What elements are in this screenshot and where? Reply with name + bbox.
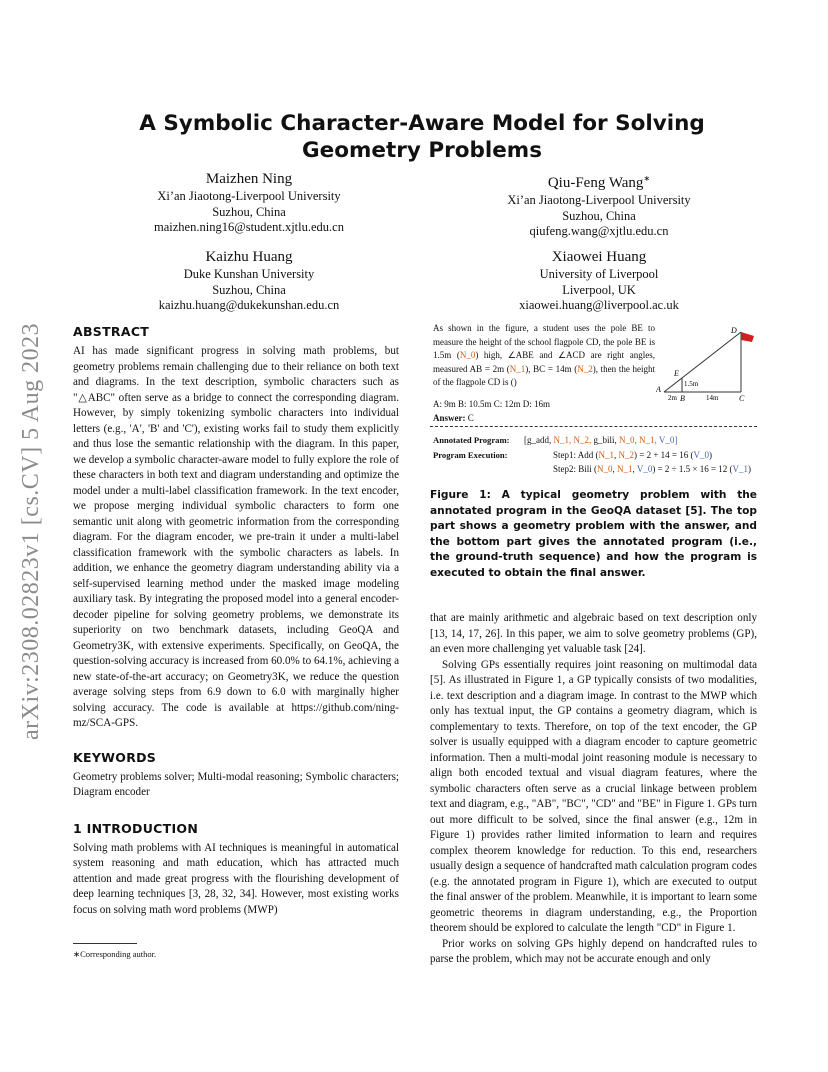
- label-ab-length: 2m: [668, 394, 677, 402]
- label-be-length: 1.5m: [684, 380, 699, 388]
- author-block: [468, 169, 730, 240]
- abstract-section: [73, 324, 399, 732]
- intro-paragraph: that are mainly arithmetic and algebraic based on text description only [13, 14, 17, 26]. In this paper, we aim to solve geometry problems (GP), an even more challenging yet valuable task [24].: [430, 612, 757, 655]
- problem-text: As shown in the figure, a student uses the pole BE to measure the height of the school flagpole CD, the pole BE is 1.5m (N_0) high, ∠ABE and ∠ACD are right angles, measured AB = 2m (N_1), BC = 14m (N_2), then the height of the flagpole CD is (): [433, 323, 656, 387]
- author-location: Suzhou, China: [562, 208, 636, 223]
- figure-divider: [430, 426, 757, 427]
- figure-caption: Figure 1: A typical geometry problem with the annotated program in the GeoQA dataset [5]. The top part shows a geometry problem with the answer, and the bottom part gives the annotated program (i.e., the ground-truth sequence) and how the program is executed to obtain the final answer.: [430, 489, 757, 579]
- hypotenuse-ad: [664, 332, 741, 392]
- annotated-program-label: Annotated Program:: [433, 435, 510, 445]
- keywords-text: Geometry problems solver; Multi-modal reasoning; Symbolic characters; Diagram encoder: [73, 770, 399, 798]
- label-c: C: [739, 394, 745, 402]
- author-email[interactable]: kaizhu.huang@dukekunshan.edu.cn: [158, 298, 340, 312]
- author-email[interactable]: xiaowei.huang@liverpool.ac.uk: [519, 298, 679, 312]
- paper-title: A Symbolic Character-Aware Model for Solving Geometry Problems: [139, 111, 705, 163]
- answer-choices: A: 9m B: 10.5m C: 12m D: 16m: [433, 399, 551, 409]
- answer-value: C: [467, 413, 474, 423]
- label-a: A: [656, 385, 661, 394]
- author-name: Xiaowei Huang: [551, 249, 647, 265]
- author-affiliation: University of Liverpool: [539, 267, 659, 281]
- right-column: [430, 322, 757, 968]
- program-execution-label: Program Execution:: [433, 450, 508, 460]
- footnote-rule: [73, 943, 137, 944]
- abstract-heading: ABSTRACT: [73, 324, 150, 339]
- label-bc-length: 14m: [706, 394, 719, 402]
- introduction-heading: 1 INTRODUCTION: [73, 820, 199, 836]
- annotated-program: [g_add, N_1, N_2, g_bili, N_0, N_1, V_0]: [524, 435, 678, 445]
- author-block: [120, 169, 378, 236]
- abstract-text: AI has made significant progress in solving math problems, but geometry problems remain challenging due to their reliance on both text and diagrams. In the text description, symbolic characters such as "△ABC" often serve as a bridge to connect the corresponding diagram. However, by simply tokenizing symbolic characters into individual letters (e.g., 'A', 'B' and 'C'), existing works fail to study them explicitly and thus lose the semantic relationship with the diagram. In this paper, we develop a symbolic character-aware model to fully explore the role of these characters in both text and diagram understanding and optimize the model under a multi-label classification framework. In the text encoder, we propose merging individual symbolic characters to form one semantic unit along with geometric information from the corresponding diagram. For the diagram encoder, we pre-train it under a multi-label classification framework with the symbolic characters as labels. In addition, we enhance the geometry diagram understanding ability via a self-supervised learning method under the masked image modeling auxiliary task. By integrating the proposed model into a general encoder-decoder pipeline for solving geometry problems, we demonstrate its superiority on two benchmark datasets, including GeoQA and Geometry3K, with extensive experiments. Specifically, on GeoQA, the question-solving accuracy is increased from 60.0% to 64.1%, achieving a new state-of-the-art accuracy; on Geometry3K, we reduce the question average solving steps from 6.9 down to 6.0 with marginally higher solving accuracy. The code is available at https://github.com/ning-mz/SCA-GPS.: [73, 345, 399, 729]
- author-affiliation: Xi’an Jiaotong-Liverpool University: [157, 189, 341, 203]
- flag-shape: [741, 332, 754, 342]
- keywords-section: [73, 750, 399, 801]
- label-b: B: [680, 394, 685, 402]
- token-n1: N_1: [509, 363, 526, 374]
- execution-step-2: Step2: Bili (N_0, N_1, V_0) = 2 ÷ 1.5 × 16 = 12 (V_1): [553, 464, 752, 474]
- flagpole-diagram: [656, 322, 756, 402]
- intro-paragraph: Solving math problems with AI techniques is meaningful in automatical system reasoning and math education, which has attracted much attention and made great progress with the flourishing development of deep learning techniques [3, 28, 32, 34]. However, most existing works focus on solving math word problems (MWP): [73, 841, 399, 916]
- token-n2: N_2: [577, 363, 593, 374]
- author-location: Suzhou, China: [212, 204, 286, 219]
- corresponding-mark: ∗: [643, 174, 651, 183]
- label-e: E: [674, 369, 679, 378]
- author-name: Kaizhu Huang: [205, 249, 293, 265]
- author-block: [468, 247, 730, 314]
- arxiv-identifier: arXiv:2308.02823v1 [cs.CV] 5 Aug 2023: [18, 322, 44, 740]
- keywords-heading: KEYWORDS: [73, 749, 157, 765]
- figure-1: [430, 322, 757, 482]
- author-name: Qiu-Feng Wang∗: [547, 174, 651, 191]
- label-d: D: [731, 326, 737, 335]
- answer-line: Answer: C: [433, 413, 474, 423]
- author-block: [120, 247, 378, 314]
- author-email[interactable]: qiufeng.wang@xjtlu.edu.cn: [529, 224, 669, 238]
- left-column: [73, 324, 399, 918]
- author-location: Suzhou, China: [212, 282, 286, 297]
- author-name: Maizhen Ning: [205, 171, 293, 187]
- intro-paragraph: Solving GPs essentially requires joint reasoning on multimodal data [5]. As illustrated in Figure 1, a GP typically consists of two modalities, i.e. text description and a diagram image. In contrast to the MWP which only has textual input, the GP contains a geometry diagram, which is complementary to texts. Therefore, on top of the text encoder, the GP solver is usually equipped with a diagram encoder to capture geometric information. Then a multi-modal joint reasoning module is necessary to align both encoded textual and visual diagram features, where the symbolic characters often serve as a crucial linkage between problem text and diagram, e.g., "AB", "BC", "CD" and "BE" in Figure 1. GPs turn out more difficult to be solved, since the final answer (e.g., 12m in Figure 1) provides rather limited information to learn and requires complex theorem knowledge for reduction. To this end, researchers usually design a sequence of handcrafted math calculation program codes (e.g. the annotated program in Figure 1), which are executed to output the final answer of the problem. Meanwhile, it is important to learn some geometric theorems in diagram understanding, e.g., the Proportion theorem should be explored to calculate the length "CD" in Figure 1.: [430, 658, 757, 934]
- execution-step-1: Step1: Add (N_1, N_2) = 2 + 14 = 16 (V_0): [553, 450, 712, 460]
- spacer: [430, 581, 757, 611]
- footnote: ∗Corresponding author.: [73, 949, 157, 959]
- token-n0: N_0: [459, 350, 476, 360]
- introduction-section: [73, 821, 399, 919]
- author-location: Liverpool, UK: [562, 282, 636, 297]
- intro-paragraph: Prior works on solving GPs highly depend on handcrafted rules to parse the problem, which may not be accurate enough and only: [430, 937, 757, 965]
- author-affiliation: Xi’an Jiaotong-Liverpool University: [507, 193, 691, 207]
- author-email[interactable]: maizhen.ning16@student.xjtlu.edu.cn: [154, 220, 344, 234]
- author-affiliation: Duke Kunshan University: [183, 267, 315, 281]
